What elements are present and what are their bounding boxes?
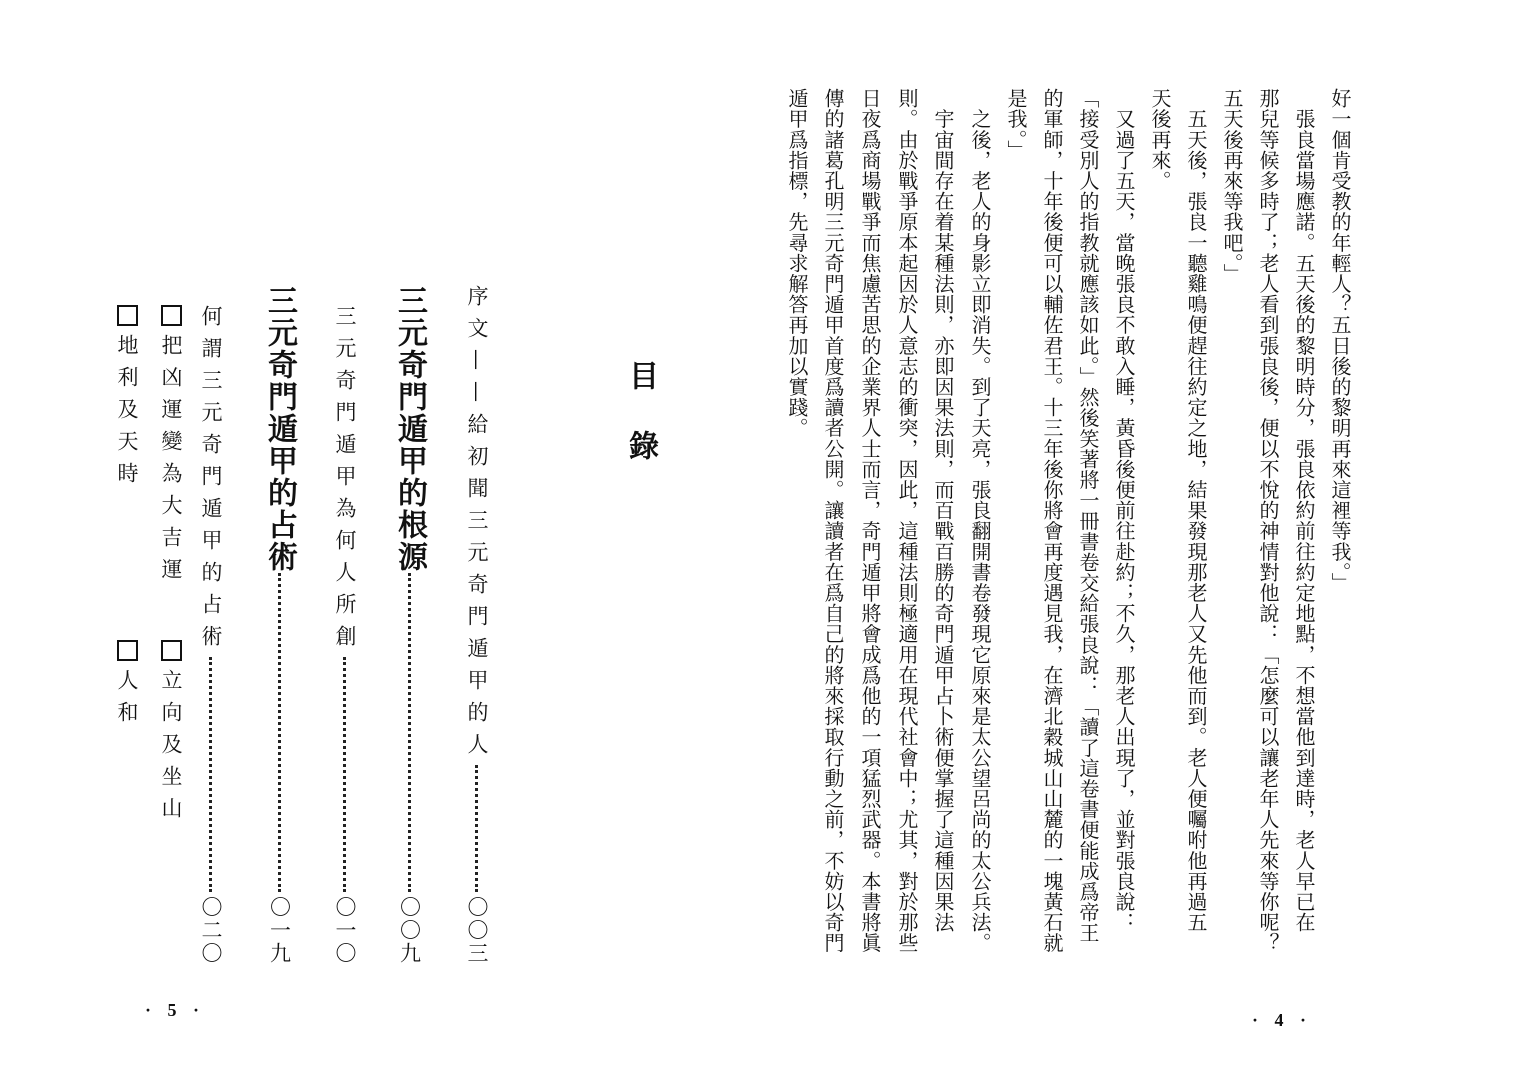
text-column: 又過了五天，當晚張良不敢入睡，黃昏後便前往赴約；不久，那老人出現了，並對張良說： (1112, 88, 1136, 933)
checkbox-square-icon (117, 305, 138, 326)
text-column: 五天後再來等我吧。」 (1220, 88, 1244, 284)
checkbox-square-icon (161, 305, 182, 326)
toc-subitem-label: 立向及坐山 (159, 669, 183, 829)
toc-entry-page: 〇〇三 (465, 896, 489, 965)
text-column: 「接受別人的指教就應該如此。」然後笑著將一冊書卷交給張良說：「讀了這卷書便能成爲帝王 (1076, 88, 1100, 944)
toc-subitem[interactable] (112, 305, 142, 494)
toc-title-char: 錄 (623, 430, 658, 460)
toc-subitem-label: 把凶運變為大吉運 (159, 334, 183, 590)
toc-chapter[interactable] (262, 285, 297, 965)
text-column: 宇宙間存在着某種法則，亦即因果法則，而百戰百勝的奇門遁甲占卜術便掌握了這種因果法 (931, 88, 955, 933)
checkbox-square-icon (161, 640, 182, 661)
checkbox-square-icon (117, 640, 138, 661)
toc-title-char: 目 (623, 360, 658, 390)
text-column: 則。由於戰爭原本起因於人意志的衝突，因此，這種法則極適用在現代社會中；尤其，對於那些 (895, 88, 919, 954)
toc-subitem[interactable] (156, 305, 186, 590)
text-column: 五天後，張良一聽雞鳴便趕往約定之地，結果發現那老人又先他而到。老人便囑咐他再過五 (1184, 88, 1208, 933)
toc-entry-page: 〇一〇 (333, 896, 357, 965)
page-number-right: · 4 · (1252, 1010, 1313, 1030)
dot-leader (408, 573, 411, 892)
page-number-value: 4 (1274, 1010, 1290, 1030)
text-column: 傳的諸葛孔明三元奇門遁甲首度爲讀者公開。讓讀者在爲自己的將來採取行動之前，不妨以奇門 (821, 88, 845, 954)
text-column: 的軍師，十年後便可以輔佐君王。十三年後你將會再度遇見我，在濟北穀城山山麓的一塊黃石就 (1040, 88, 1064, 954)
toc-entry-page: 〇〇九 (397, 896, 422, 965)
toc-entry-title: 序文——給初聞三元奇門遁甲的人 (465, 285, 489, 765)
text-column: 好一個肯受教的年輕人？五日後的黎明再來這裡等我。」 (1328, 88, 1352, 593)
text-column: 之後，老人的身影立即消失。到了天亮，張良翻開書卷發現它原來是太公望呂尚的太公兵法。 (968, 88, 992, 954)
text-column: 是我。」 (1004, 88, 1028, 161)
page-number-left: · 5 · (145, 1000, 206, 1020)
toc-subitem-label: 人和 (115, 669, 139, 733)
text-column: 遁甲爲指標，先尋求解答再加以實踐。 (785, 88, 809, 439)
toc-entry-title: 三元奇門遁甲的占術 (262, 285, 297, 573)
text-column: 天後再來。 (1148, 88, 1172, 191)
toc-subitem[interactable] (112, 640, 142, 733)
toc-entry-page: 〇一九 (267, 896, 292, 965)
toc-entry-title: 三元奇門遁甲為何人所創 (333, 305, 357, 657)
dot-leader (475, 765, 478, 892)
dot-leader (343, 657, 346, 892)
page-number-value: 5 (167, 1000, 183, 1020)
toc-entry-title: 何謂三元奇門遁甲的占術 (199, 305, 223, 657)
text-column: 那兒等候多時了；老人看到張良後，便以不悅的神情對他說：「怎麼可以讓老年人先來等你呢？ (1256, 88, 1280, 954)
toc-subitem[interactable] (156, 640, 186, 829)
text-column: 張良當場應諾。五天後的黎明時分，張良依約前往約定地點，不想當他到達時，老人早已在 (1292, 88, 1316, 933)
toc-entry-title: 三元奇門遁甲的根源 (392, 285, 427, 573)
dot-leader (278, 573, 281, 892)
dot-leader (209, 657, 212, 892)
toc-subitem-label: 地利及天時 (115, 334, 139, 494)
text-column: 日夜爲商場戰爭而焦慮苦思的企業界人士而言，奇門遁甲將會成爲他的一項猛烈武器。本書將眞 (858, 88, 882, 954)
toc-entry[interactable] (466, 285, 487, 965)
toc-entry-page: 〇二〇 (199, 896, 223, 965)
toc-chapter[interactable] (392, 285, 427, 965)
toc-entry[interactable] (200, 305, 221, 965)
toc-entry[interactable] (334, 305, 355, 965)
